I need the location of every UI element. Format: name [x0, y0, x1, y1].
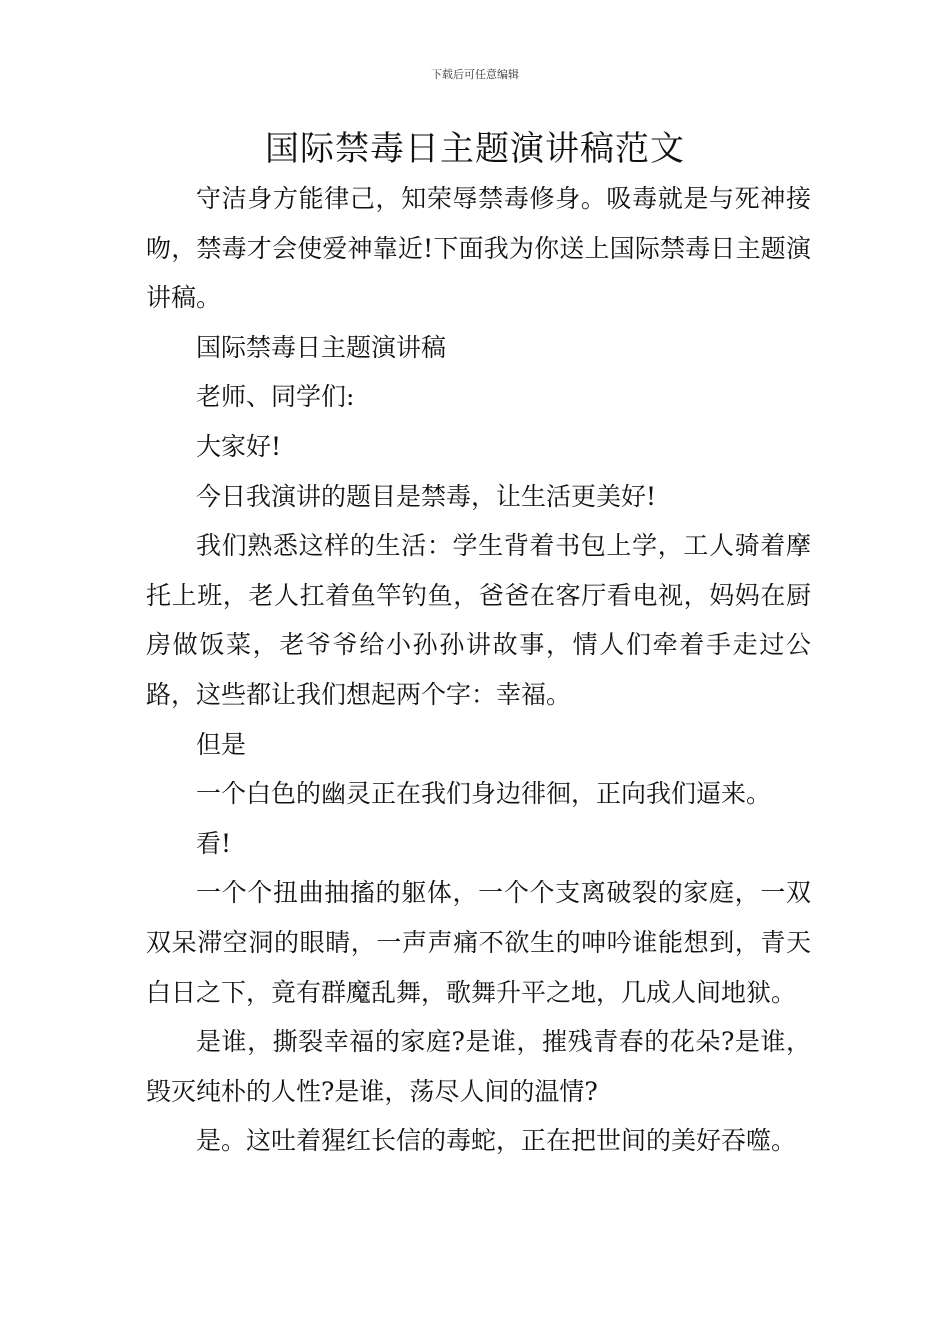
paragraph-salutation: 老师、同学们:	[196, 382, 355, 412]
paragraph-greeting: 大家好!	[196, 431, 282, 461]
document-title: 国际禁毒日主题演讲稿范文	[265, 129, 685, 169]
paragraph-hell: 一个个扭曲抽搐的躯体，一个个支离破裂的家庭，一双双呆滞空洞的眼睛，一声声痛不欲生的呻吟谁能想到，青天白日之下，竟有群魔乱舞，歌舞升平之地，几成人间地狱。	[146, 878, 811, 1007]
document-body	[146, 174, 811, 1166]
paragraph-look: 看!	[196, 828, 232, 858]
paragraph-daily-life: 我们熟悉这样的生活：学生背着书包上学，工人骑着摩托上班，老人扛着鱼竿钓鱼，爸爸在客厅看电视，妈妈在厨房做饭菜，老爷爷给小孙孙讲故事，情人们牵着手走过公路，这些都让我们想起两个字：幸福。	[146, 531, 811, 709]
paragraph-who: 是谁，撕裂幸福的家庭?是谁，摧残青春的花朵?是谁，毁灭纯朴的人性?是谁，荡尽人间的温情?	[146, 1027, 811, 1106]
paragraph-but: 但是	[196, 729, 247, 759]
paragraph-white-ghost: 一个白色的幽灵正在我们身边徘徊，正向我们逼来。	[196, 779, 772, 809]
paragraph-serpent: 是。这吐着猩红长信的毒蛇，正在把世间的美好吞噬。	[196, 1126, 797, 1156]
paragraph-intro: 守洁身方能律己，知荣辱禁毒修身。吸毒就是与死神接吻，禁毒才会使爱神靠近!下面我为你送上国际禁毒日主题演讲稿。	[146, 184, 811, 313]
header-note: 下载后可任意编辑	[431, 68, 519, 81]
paragraph-topic: 今日我演讲的题目是禁毒，让生活更美好!	[196, 481, 657, 511]
paragraph-speech-title: 国际禁毒日主题演讲稿	[196, 332, 447, 362]
